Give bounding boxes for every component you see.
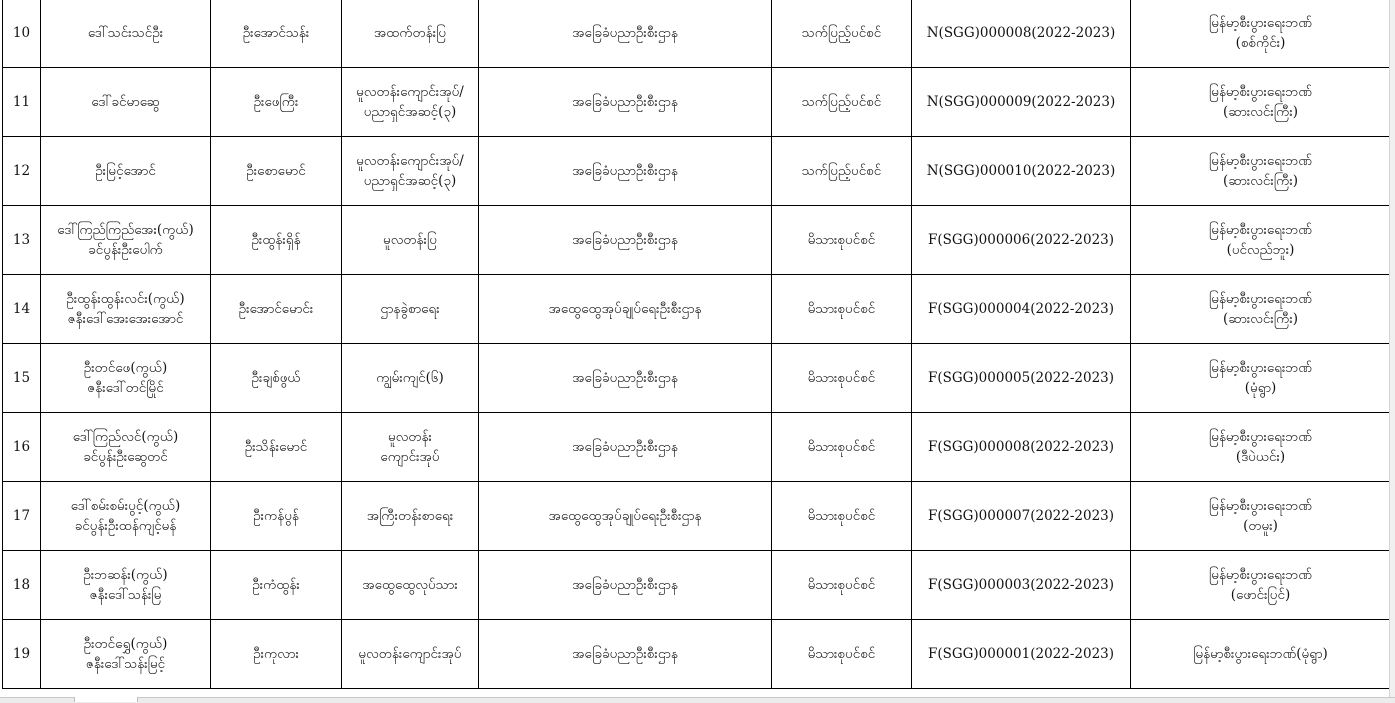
cell-father-name-text: ဦးထွန်းရှိန် bbox=[251, 232, 301, 248]
cell-position-line: အထက်တန်းပြ bbox=[373, 25, 447, 41]
cell-department[interactable] bbox=[479, 206, 772, 275]
cell-pension-type[interactable] bbox=[772, 482, 912, 551]
cell-department-text: အထွေထွေအုပ်ချုပ်ရေးဦးစီးဌာန bbox=[548, 301, 702, 317]
cell-serial-number[interactable] bbox=[3, 551, 41, 620]
table-body bbox=[3, 0, 1391, 689]
cell-pensioner-name-line: ဒေါ်သင်းသင်ဦး bbox=[87, 25, 164, 41]
cell-pensioner-name-line: ဦးဘဆန်း(ကွယ်) bbox=[83, 567, 168, 583]
cell-position[interactable] bbox=[342, 206, 479, 275]
cell-department-text: အခြေခံပညာဦးစီးဌာန bbox=[572, 25, 678, 41]
cell-father-name[interactable] bbox=[211, 137, 342, 206]
cell-pensioner-name-line: ဒေါ်စမ်းစမ်းပွင့်(ကွယ်) bbox=[70, 498, 181, 514]
cell-pension-type[interactable] bbox=[772, 413, 912, 482]
cell-father-name-text: ဦးအောင်သန်း bbox=[242, 25, 310, 41]
cell-position-line: ကျောင်းအုပ် bbox=[380, 449, 440, 465]
cell-father-name-text: ဦးဖေကြီး bbox=[253, 94, 299, 110]
cell-father-name[interactable] bbox=[211, 344, 342, 413]
table-row bbox=[3, 551, 1391, 620]
cell-bank-office-line: (ဆားလင်းကြီး) bbox=[1222, 173, 1299, 189]
cell-pensioner-name[interactable] bbox=[41, 0, 211, 68]
cell-serial-number[interactable] bbox=[3, 206, 41, 275]
table-row bbox=[3, 344, 1391, 413]
cell-pensioner-name-line: ဇနီးဒေါ်သန်းမြင့် bbox=[85, 656, 166, 672]
cell-pensioner-name-line: ဇနီးဒေါ်အေးအေးအောင် bbox=[67, 311, 184, 327]
cell-serial-number[interactable] bbox=[3, 137, 41, 206]
cell-registration-number-text: F(SGG)000007(2022-2023) bbox=[927, 508, 1115, 524]
cell-position-line: မူလတန်းကျောင်းအုပ် bbox=[358, 646, 462, 662]
table-row bbox=[3, 482, 1391, 551]
cell-father-name[interactable] bbox=[211, 0, 342, 68]
cell-bank-office-line: မြန်မာ့စီးပွားရေးဘဏ် bbox=[1208, 498, 1313, 514]
cell-pension-type[interactable] bbox=[772, 620, 912, 689]
cell-serial-number-text: 14 bbox=[12, 301, 31, 317]
cell-registration-number[interactable] bbox=[912, 137, 1131, 206]
cell-bank-office-line: (ဒီပဲယင်း) bbox=[1235, 449, 1286, 465]
cell-position-line: ပညာရှင်အဆင့်(၃) bbox=[363, 173, 457, 189]
cell-serial-number-text: 11 bbox=[12, 94, 31, 110]
cell-bank-office-line: (စစ်ကိုင်း) bbox=[1235, 35, 1286, 51]
cell-position[interactable] bbox=[342, 551, 479, 620]
cell-pension-type-text: မိသားစုပင်စင် bbox=[807, 232, 876, 248]
cell-position[interactable] bbox=[342, 137, 479, 206]
cell-father-name[interactable] bbox=[211, 620, 342, 689]
cell-serial-number[interactable] bbox=[3, 68, 41, 137]
cell-pensioner-name[interactable] bbox=[41, 413, 211, 482]
cell-serial-number-text: 16 bbox=[12, 439, 31, 455]
cell-department-text: အထွေထွေအုပ်ချုပ်ရေးဦးစီးဌာန bbox=[548, 508, 702, 524]
cell-bank-office[interactable] bbox=[1131, 551, 1391, 620]
cell-father-name[interactable] bbox=[211, 275, 342, 344]
cell-pension-type[interactable] bbox=[772, 0, 912, 68]
cell-department[interactable] bbox=[479, 68, 772, 137]
cell-father-name[interactable] bbox=[211, 206, 342, 275]
cell-pension-type[interactable] bbox=[772, 344, 912, 413]
cell-serial-number[interactable] bbox=[3, 413, 41, 482]
cell-bank-office-line: မြန်မာ့စီးပွားရေးဘဏ်(မုံရွာ) bbox=[1193, 646, 1328, 662]
table-row bbox=[3, 68, 1391, 137]
cell-position[interactable] bbox=[342, 0, 479, 68]
cell-department[interactable] bbox=[479, 620, 772, 689]
table-row bbox=[3, 137, 1391, 206]
cell-father-name[interactable] bbox=[211, 482, 342, 551]
table-row bbox=[3, 620, 1391, 689]
cell-registration-number-text: F(SGG)000003(2022-2023) bbox=[927, 577, 1115, 593]
cell-pension-type-text: မိသားစုပင်စင် bbox=[807, 577, 876, 593]
cell-pension-type-text: သက်ပြည့်ပင်စင် bbox=[801, 25, 882, 41]
cell-bank-office-line: မြန်မာ့စီးပွားရေးဘဏ် bbox=[1208, 429, 1313, 445]
cell-department[interactable] bbox=[479, 275, 772, 344]
cell-pensioner-name-line: ဦးတင်ရွှေ(ကွယ်) bbox=[83, 636, 168, 652]
cell-pensioner-name[interactable] bbox=[41, 482, 211, 551]
cell-bank-office-line: မြန်မာ့စီးပွားရေးဘဏ် bbox=[1208, 84, 1313, 100]
cell-serial-number[interactable] bbox=[3, 620, 41, 689]
cell-pensioner-name-line: ဦးတင်ဖေ(ကွယ်) bbox=[83, 360, 168, 376]
cell-father-name[interactable] bbox=[211, 551, 342, 620]
cell-registration-number-text: N(SGG)000010(2022-2023) bbox=[926, 163, 1116, 179]
cell-position-line: ဌာနခွဲစာရေး bbox=[380, 301, 440, 317]
cell-bank-office[interactable] bbox=[1131, 620, 1391, 689]
cell-registration-number[interactable] bbox=[912, 68, 1131, 137]
cell-pensioner-name-line: ခင်ပွန်းဦးဆွေတင် bbox=[83, 449, 168, 465]
cell-department-text: အခြေခံပညာဦးစီးဌာန bbox=[572, 163, 678, 179]
cell-registration-number[interactable] bbox=[912, 275, 1131, 344]
cell-pension-type-text: သက်ပြည့်ပင်စင် bbox=[801, 163, 882, 179]
cell-registration-number-text: F(SGG)000005(2022-2023) bbox=[927, 370, 1115, 386]
cell-father-name-text: ဦးကံထွန်း bbox=[252, 577, 300, 593]
cell-father-name-text: ဦးစောမောင် bbox=[246, 163, 306, 179]
horizontal-scrollbar[interactable] bbox=[0, 697, 1395, 703]
table-row bbox=[3, 206, 1391, 275]
cell-serial-number-text: 17 bbox=[12, 508, 31, 524]
cell-father-name-text: ဦးအောင်မောင်း bbox=[238, 301, 314, 317]
cell-serial-number[interactable] bbox=[3, 275, 41, 344]
cell-department[interactable] bbox=[479, 413, 772, 482]
cell-position[interactable] bbox=[342, 413, 479, 482]
cell-registration-number-text: N(SGG)000009(2022-2023) bbox=[926, 94, 1116, 110]
cell-serial-number-text: 19 bbox=[12, 646, 31, 662]
cell-bank-office-line: (မုံရွာ) bbox=[1244, 380, 1277, 396]
cell-bank-office-line: မြန်မာ့စီးပွားရေးဘဏ် bbox=[1208, 291, 1313, 307]
cell-department-text: အခြေခံပညာဦးစီးဌာန bbox=[572, 439, 678, 455]
cell-bank-office[interactable] bbox=[1131, 413, 1391, 482]
cell-pension-type-text: မိသားစုပင်စင် bbox=[807, 508, 876, 524]
cell-registration-number[interactable] bbox=[912, 413, 1131, 482]
cell-serial-number[interactable] bbox=[3, 0, 41, 68]
cell-registration-number[interactable] bbox=[912, 0, 1131, 68]
cell-pension-type[interactable] bbox=[772, 137, 912, 206]
cell-bank-office-line: (ဆားလင်းကြီး) bbox=[1222, 104, 1299, 120]
cell-department[interactable] bbox=[479, 551, 772, 620]
cell-bank-office[interactable] bbox=[1131, 275, 1391, 344]
cell-father-name[interactable] bbox=[211, 413, 342, 482]
cell-position[interactable] bbox=[342, 68, 479, 137]
cell-department[interactable] bbox=[479, 137, 772, 206]
cell-pensioner-name-line: ဒေါ်ကြည်ကြည်အေး(ကွယ်) bbox=[57, 222, 194, 238]
cell-registration-number[interactable] bbox=[912, 551, 1131, 620]
cell-pension-type-text: သက်ပြည့်ပင်စင် bbox=[801, 94, 882, 110]
cell-pensioner-name-line: ဦးမြင့်အောင် bbox=[95, 163, 156, 179]
cell-bank-office-line: မြန်မာ့စီးပွားရေးဘဏ် bbox=[1208, 153, 1313, 169]
cell-father-name-text: ဦးကန်ပွန် bbox=[253, 508, 299, 524]
pension-table bbox=[2, 0, 1391, 689]
cell-registration-number-text: F(SGG)000006(2022-2023) bbox=[927, 232, 1115, 248]
cell-serial-number-text: 13 bbox=[12, 232, 31, 248]
cell-department[interactable] bbox=[479, 0, 772, 68]
cell-position[interactable] bbox=[342, 275, 479, 344]
cell-father-name-text: ဦးသိန်းမောင် bbox=[244, 439, 308, 455]
cell-pension-type-text: မိသားစုပင်စင် bbox=[807, 439, 876, 455]
cell-serial-number[interactable] bbox=[3, 482, 41, 551]
cell-serial-number[interactable] bbox=[3, 344, 41, 413]
cell-department[interactable] bbox=[479, 344, 772, 413]
cell-bank-office-line: (ဆားလင်းကြီး) bbox=[1222, 311, 1299, 327]
cell-pension-type-text: မိသားစုပင်စင် bbox=[807, 301, 876, 317]
cell-position-line: မူလတန်းကျောင်းအုပ်/ bbox=[356, 84, 464, 100]
cell-father-name-text: ဦးကုလား bbox=[253, 646, 299, 662]
cell-serial-number-text: 10 bbox=[12, 25, 31, 41]
table-row bbox=[3, 0, 1391, 68]
cell-registration-number-text: F(SGG)000008(2022-2023) bbox=[927, 439, 1115, 455]
cell-position[interactable] bbox=[342, 344, 479, 413]
cell-registration-number-text: N(SGG)000008(2022-2023) bbox=[926, 25, 1116, 41]
cell-pensioner-name[interactable] bbox=[41, 551, 211, 620]
table-row bbox=[3, 413, 1391, 482]
cell-registration-number-text: F(SGG)000004(2022-2023) bbox=[927, 301, 1115, 317]
cell-pensioner-name-line: ခင်ပွန်းဦးပေါက် bbox=[88, 242, 163, 258]
cell-registration-number[interactable] bbox=[912, 344, 1131, 413]
cell-pension-type[interactable] bbox=[772, 275, 912, 344]
cell-bank-office[interactable] bbox=[1131, 68, 1391, 137]
cell-pensioner-name-line: ခင်ပွန်းဦးထန်ကျင့်မန် bbox=[74, 518, 177, 534]
cell-pensioner-name[interactable] bbox=[41, 206, 211, 275]
cell-bank-office[interactable] bbox=[1131, 0, 1391, 68]
table-row bbox=[3, 275, 1391, 344]
cell-serial-number-text: 15 bbox=[12, 370, 31, 386]
cell-registration-number[interactable] bbox=[912, 620, 1131, 689]
cell-pension-type[interactable] bbox=[772, 551, 912, 620]
cell-registration-number[interactable] bbox=[912, 206, 1131, 275]
cell-bank-office[interactable] bbox=[1131, 482, 1391, 551]
cell-pensioner-name[interactable] bbox=[41, 275, 211, 344]
cell-pensioner-name[interactable] bbox=[41, 344, 211, 413]
cell-bank-office-line: (ပင်လည်ဘူး) bbox=[1226, 242, 1295, 258]
cell-position[interactable] bbox=[342, 482, 479, 551]
cell-bank-office[interactable] bbox=[1131, 344, 1391, 413]
cell-pensioner-name-line: ဒေါ်ခင်မာဆွေ bbox=[91, 94, 160, 110]
cell-bank-office-line: မြန်မာ့စီးပွားရေးဘဏ် bbox=[1208, 360, 1313, 376]
cell-position-line: မူလတန်းပြ bbox=[383, 232, 437, 248]
cell-bank-office-line: မြန်မာ့စီးပွားရေးဘဏ် bbox=[1208, 15, 1313, 31]
cell-pension-type[interactable] bbox=[772, 206, 912, 275]
cell-father-name-text: ဦးချစ်ဖွယ် bbox=[251, 370, 301, 386]
cell-position[interactable] bbox=[342, 620, 479, 689]
cell-department-text: အခြေခံပညာဦးစီးဌာန bbox=[572, 94, 678, 110]
cell-serial-number-text: 18 bbox=[12, 577, 31, 593]
cell-pensioner-name[interactable] bbox=[41, 68, 211, 137]
cell-father-name[interactable] bbox=[211, 68, 342, 137]
cell-position-line: ပညာရှင်အဆင့်(၃) bbox=[363, 104, 457, 120]
cell-bank-office[interactable] bbox=[1131, 137, 1391, 206]
cell-pension-type-text: မိသားစုပင်စင် bbox=[807, 646, 876, 662]
cell-position-line: အကြီးတန်းစာရေး bbox=[366, 508, 454, 524]
cell-pensioner-name-line: ဇနီးဒေါ်သန်းမြ bbox=[89, 587, 162, 603]
cell-pensioner-name-line: ဦးထွန်းထွန်းလင်း(ကွယ်) bbox=[66, 291, 185, 307]
cell-bank-office-line: (ဖောင်းပြင်) bbox=[1230, 587, 1291, 603]
cell-department-text: အခြေခံပညာဦးစီးဌာန bbox=[572, 646, 678, 662]
cell-bank-office[interactable] bbox=[1131, 206, 1391, 275]
sheet-tab[interactable] bbox=[74, 697, 138, 702]
cell-registration-number[interactable] bbox=[912, 482, 1131, 551]
cell-bank-office-line: (တမူး) bbox=[1243, 518, 1278, 534]
cell-position-line: မူလတန်း bbox=[388, 429, 432, 445]
cell-department-text: အခြေခံပညာဦးစီးဌာန bbox=[572, 370, 678, 386]
cell-department-text: အခြေခံပညာဦးစီးဌာန bbox=[572, 577, 678, 593]
cell-position-line: ကျွမ်းကျင်(၆) bbox=[376, 370, 444, 386]
cell-department[interactable] bbox=[479, 482, 772, 551]
cell-pensioner-name[interactable] bbox=[41, 137, 211, 206]
cell-pensioner-name-line: ဒေါ်ကြည်လင်(ကွယ်) bbox=[72, 429, 179, 445]
cell-pension-type-text: မိသားစုပင်စင် bbox=[807, 370, 876, 386]
cell-registration-number-text: F(SGG)000001(2022-2023) bbox=[927, 646, 1115, 662]
cell-pensioner-name-line: ဇနီးဒေါ်တင်မြိုင် bbox=[87, 380, 164, 396]
cell-position-line: မူလတန်းကျောင်းအုပ်/ bbox=[356, 153, 464, 169]
cell-pension-type[interactable] bbox=[772, 68, 912, 137]
cell-serial-number-text: 12 bbox=[12, 163, 31, 179]
cell-bank-office-line: မြန်မာ့စီးပွားရေးဘဏ် bbox=[1208, 567, 1313, 583]
cell-pensioner-name[interactable] bbox=[41, 620, 211, 689]
cell-bank-office-line: မြန်မာ့စီးပွားရေးဘဏ် bbox=[1208, 222, 1313, 238]
cell-position-line: အထွေထွေလုပ်သား bbox=[362, 577, 458, 593]
vertical-scrollbar[interactable] bbox=[1389, 0, 1395, 702]
cell-department-text: အခြေခံပညာဦးစီးဌာန bbox=[572, 232, 678, 248]
